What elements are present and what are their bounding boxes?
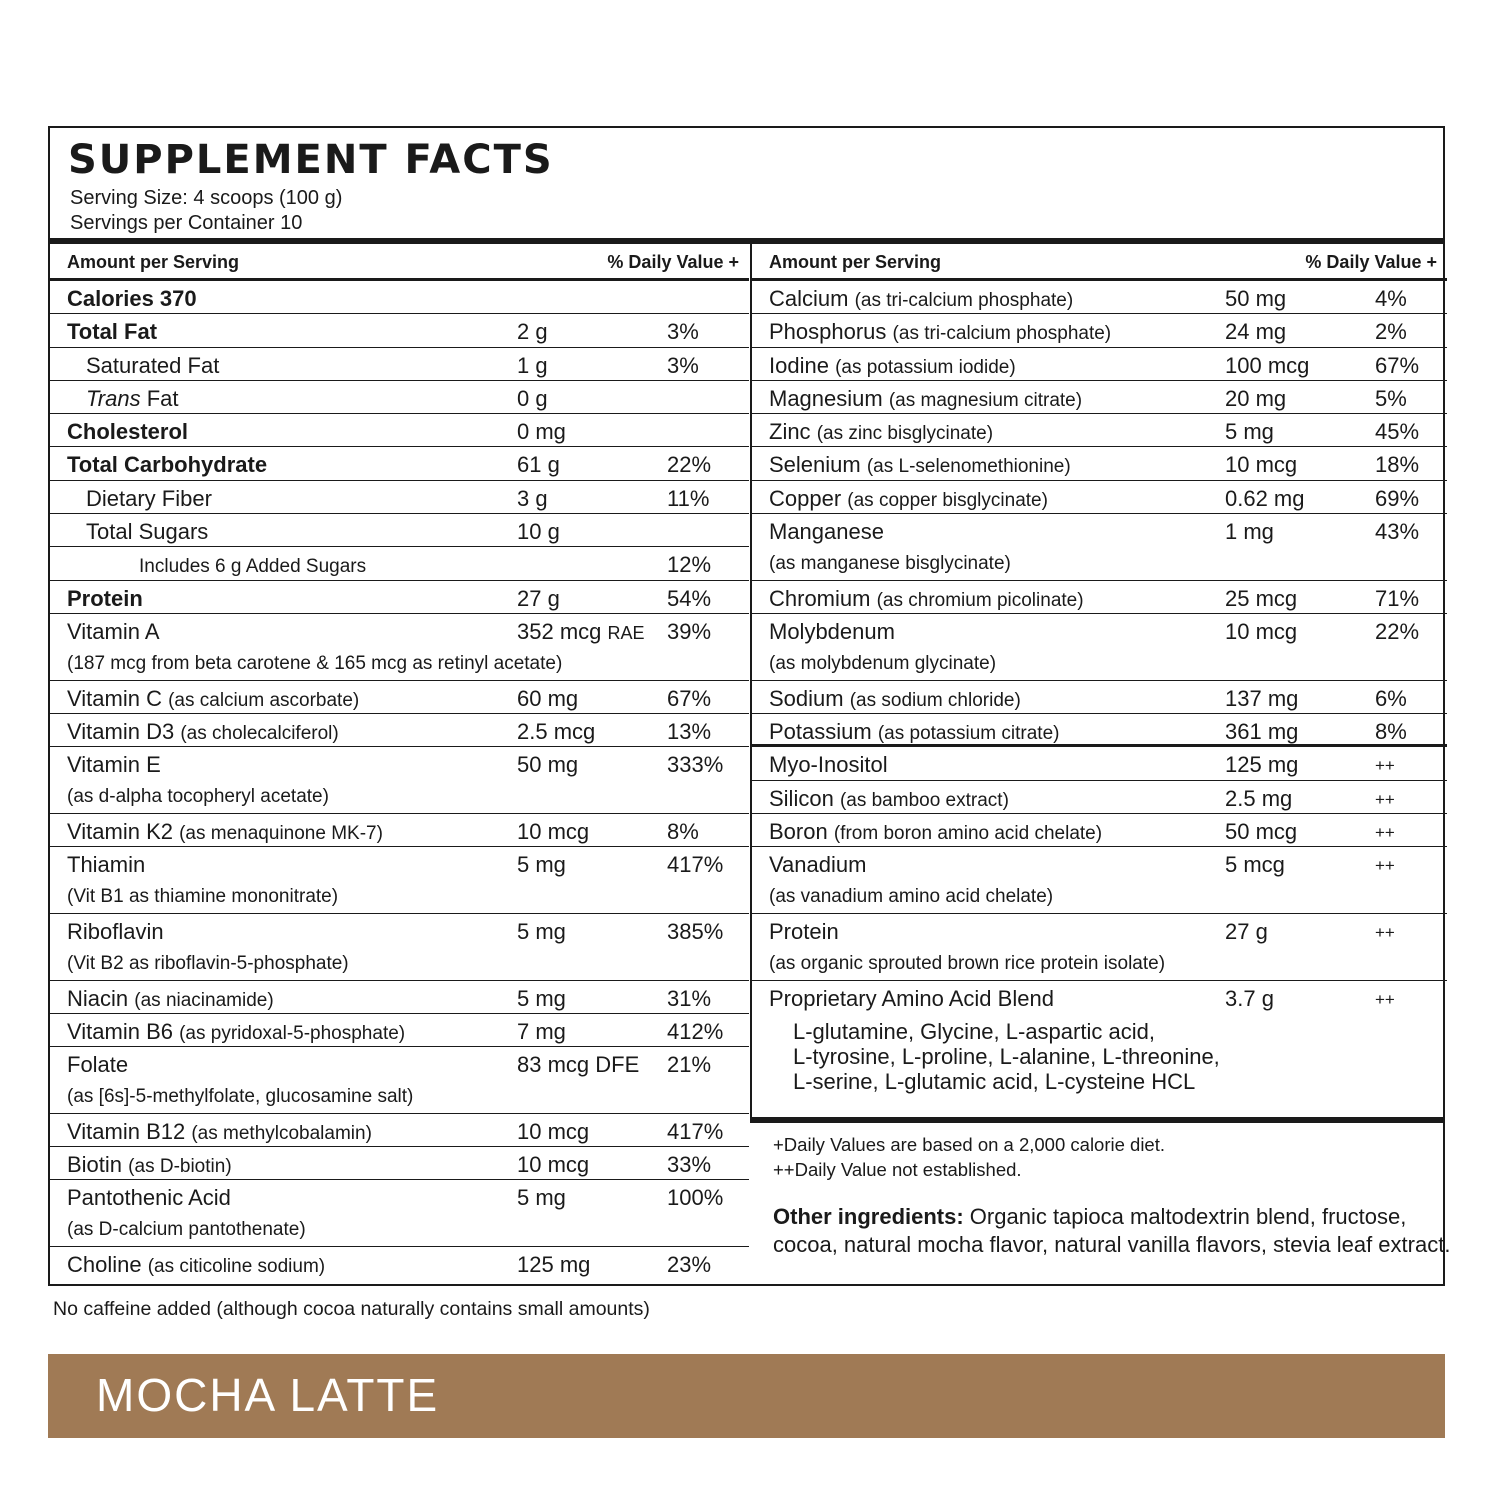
nutrient-source: (as magnesium citrate) [888, 389, 1083, 411]
nutrient-amount: 5 mg [517, 852, 566, 878]
nutrient-name [769, 486, 1048, 512]
nutrient-amount: 83 mcg DFE [517, 1052, 640, 1078]
nutrient-source: (as zinc bisglycinate) [816, 423, 994, 445]
nutrient-amount: 27 g [517, 585, 560, 611]
nutrient-daily-value: 417% [667, 852, 724, 878]
nutrient-source: (as cholecalciferol) [180, 722, 339, 744]
nutrient-name-text: Niacin [67, 985, 129, 1011]
nutrient-amount: 50 mg [1225, 286, 1287, 311]
nutrient-name-text: Selenium [769, 452, 861, 478]
nutrient-amount [517, 619, 645, 645]
nutrient-amount: 2.5 mcg [517, 718, 596, 744]
nutrient-source: (as [6s]-5-methylfolate, glucosamine salt) [67, 1086, 414, 1108]
nutrient-name [769, 719, 1059, 745]
nutrient-name: Total Carbohydrate [67, 452, 268, 478]
nutrient-amount: 5 mcg [1225, 852, 1285, 878]
nutrient-daily-value: 71% [1375, 585, 1420, 611]
flavor-name: MOCHA LATTE [96, 1369, 440, 1421]
nutrient-name: Cholesterol [67, 419, 189, 445]
nutrient-amount-unit: RAE [607, 622, 645, 643]
nutrient-source: (from boron amino acid chelate) [833, 822, 1103, 844]
daily-value-header: % Daily Value + [1305, 252, 1437, 272]
nutrient-source: (as menaquinone MK-7) [179, 822, 383, 844]
nutrient-daily-value: 13% [667, 718, 712, 744]
nutrient-amount: 0 g [517, 385, 548, 411]
nutrient-row [752, 847, 1447, 914]
panel-title: SUPPLEMENT FACTS [68, 137, 554, 183]
right-nutrient-rows [752, 281, 1447, 1109]
nutrient-source: (as citicoline sodium) [147, 1256, 326, 1278]
nutrient-row [50, 847, 749, 914]
nutrient-daily-value: 22% [1375, 619, 1420, 645]
nutrient-amount: 5 mg [517, 985, 566, 1011]
nutrient-daily-value: 100% [667, 1185, 724, 1211]
caffeine-note: No caffeine added (although cocoa naturally contains small amounts) [53, 1298, 650, 1320]
left-column-header [50, 244, 749, 281]
right-column-header [752, 244, 1447, 281]
nutrient-amount: 2 g [517, 319, 548, 345]
nutrient-row [50, 1180, 749, 1247]
nutrient-source: (as d-alpha tocopheryl acetate) [67, 786, 329, 808]
nutrient-name-text: Vitamin C [67, 685, 162, 711]
nutrient-name: Vanadium [769, 852, 867, 878]
nutrient-name: Myo-Inositol [769, 752, 888, 778]
nutrient-name [769, 386, 1082, 412]
nutrient-name-text: Vitamin B6 [67, 1018, 173, 1044]
nutrient-daily-value: 18% [1375, 452, 1420, 478]
serving-size: Serving Size: 4 scoops (100 g) [70, 187, 343, 209]
nutrient-name [769, 419, 993, 445]
nutrient-row [50, 1014, 749, 1047]
nutrient-daily-value: 8% [1375, 719, 1407, 745]
nutrient-name: Proprietary Amino Acid Blend [769, 985, 1054, 1011]
nutrient-name [769, 319, 1111, 345]
nutrient-amount: 60 mg [517, 685, 579, 711]
nutrient-source: (as chromium picolinate) [876, 589, 1084, 611]
nutrient-daily-value: 8% [667, 818, 699, 844]
nutrient-name: Vitamin E [67, 752, 161, 778]
nutrient-amount: 27 g [1225, 918, 1268, 944]
flavor-band [48, 1354, 1445, 1438]
nutrient-row [50, 981, 749, 1014]
nutrient-amount: 0 mg [517, 419, 566, 445]
nutrient-amount: 0.62 mg [1225, 485, 1305, 511]
nutrient-name [86, 386, 179, 412]
nutrient-name: Protein [67, 585, 143, 611]
nutrient-amount: 20 mg [1225, 385, 1287, 411]
nutrient-name [769, 586, 1084, 612]
nutrient-name: Protein [769, 918, 839, 944]
nutrient-row [50, 447, 749, 480]
nutrient-amount: 10 mcg [517, 1118, 590, 1144]
nutrient-name [67, 1019, 405, 1045]
nutrient-daily-value: 31% [667, 985, 712, 1011]
nutrient-amount: 100 mcg [1225, 352, 1310, 378]
nutrient-name: Vitamin A [67, 618, 160, 644]
footnote: +Daily Values are based on a 2,000 calorie diet. [773, 1134, 1166, 1155]
nutrient-name-text: Vitamin B12 [67, 1118, 186, 1144]
nutrient-amount: 3.7 g [1225, 985, 1274, 1011]
nutrient-source: (as methylcobalamin) [191, 1122, 372, 1144]
nutrient-amount: 61 g [517, 452, 560, 478]
nutrient-name [769, 286, 1073, 312]
nutrient-daily-value: 69% [1375, 485, 1420, 511]
nutrient-amount: 10 mcg [517, 1152, 590, 1178]
nutrient-name: Total Sugars [86, 519, 209, 545]
servings-per-container: Servings per Container 10 [70, 212, 303, 234]
nutrient-row [50, 381, 749, 414]
nutrient-amount: 137 mg [1225, 685, 1299, 711]
nutrient-name-text: Phosphorus [769, 319, 887, 345]
nutrient-row [50, 714, 749, 747]
amino-acid-line: L-serine, L-glutamic acid, L-cysteine HCL [793, 1068, 1196, 1094]
nutrient-daily-value: 54% [667, 585, 712, 611]
nutrient-name-text: Copper [769, 485, 842, 511]
nutrient-row [50, 1047, 749, 1114]
nutrient-row [50, 747, 749, 814]
nutrient-daily-value: 21% [667, 1052, 712, 1078]
nutrient-amount: 5 mg [1225, 419, 1274, 445]
daily-value-footnotes [773, 1132, 1165, 1182]
supplement-facts-panel [48, 126, 1445, 1286]
nutrient-source: (Vit B2 as riboflavin-5-phosphate) [67, 952, 349, 974]
amino-acid-list [793, 1019, 1220, 1094]
nutrient-row [50, 914, 749, 981]
nutrient-amount: 10 g [517, 519, 560, 545]
nutrient-row [50, 814, 749, 847]
nutrient-name [769, 686, 1021, 712]
nutrient-source: (as vanadium amino acid chelate) [769, 886, 1054, 908]
nutrient-name: Riboflavin [67, 918, 164, 944]
nutrient-amount: 50 mcg [1225, 818, 1298, 844]
nutrient-amount: 5 mg [517, 918, 566, 944]
nutrient-name: Molybdenum [769, 619, 895, 645]
nutrient-daily-value: 11% [667, 485, 710, 511]
nutrient-daily-value: 5% [1375, 385, 1407, 411]
nutrient-daily-value: 3% [667, 319, 699, 345]
nutrient-daily-value: 67% [667, 685, 712, 711]
nutrient-amount: 3 g [517, 485, 548, 511]
nutrient-name-text: Calcium [769, 286, 849, 311]
nutrient-row [50, 614, 749, 681]
nutrient-name-text: Vitamin D3 [67, 718, 175, 744]
nutrient-daily-value: 6% [1375, 685, 1407, 711]
nutrient-row [50, 681, 749, 714]
daily-value-header: % Daily Value + [607, 252, 739, 272]
nutrient-name-rest: Fat [140, 385, 179, 411]
nutrient-name [769, 786, 1009, 812]
nutrient-name: Includes 6 g Added Sugars [139, 556, 367, 578]
nutrient-source: (as potassium citrate) [877, 723, 1060, 745]
nutrient-daily-value: 385% [667, 918, 724, 944]
nutrient-row [752, 314, 1447, 347]
nutrient-name-text: Magnesium [769, 385, 883, 411]
nutrient-row [752, 914, 1447, 981]
nutrient-name [769, 819, 1102, 845]
nutrient-amount: 24 mg [1225, 319, 1287, 345]
nutrient-daily-value: 33% [667, 1152, 712, 1178]
nutrient-name [67, 686, 359, 712]
nutrient-amount: 10 mcg [517, 818, 590, 844]
nutrient-row [50, 1147, 749, 1180]
left-column [50, 244, 749, 1286]
right-column [750, 244, 1447, 1119]
nutrient-source: (as potassium iodide) [835, 356, 1016, 378]
nutrient-name-text: Choline [67, 1252, 142, 1278]
nutrient-name [67, 1152, 232, 1178]
nutrient-amount: 1 g [517, 352, 548, 378]
nutrient-row [50, 1247, 749, 1280]
nutrient-amount-value: 352 mcg [517, 618, 602, 644]
nutrient-name [769, 452, 1071, 478]
nutrient-name-italic: Trans [86, 385, 141, 411]
nutrient-amount: 125 mg [1225, 752, 1299, 778]
nutrient-name: Folate [67, 1052, 129, 1078]
nutrient-daily-value: ++ [1375, 822, 1395, 842]
nutrient-name: Total Fat [67, 319, 158, 345]
nutrient-source: (as D-biotin) [128, 1156, 232, 1178]
nutrient-row [752, 281, 1447, 314]
nutrient-daily-value: ++ [1375, 756, 1395, 776]
nutrient-name: Calories 370 [67, 286, 197, 311]
nutrient-daily-value: 67% [1375, 352, 1420, 378]
nutrient-name [769, 353, 1016, 379]
nutrient-row [752, 581, 1447, 614]
left-nutrient-rows [50, 281, 749, 1280]
nutrient-row [50, 348, 749, 381]
nutrient-name-text: Boron [769, 818, 828, 844]
nutrient-name-text: Chromium [769, 585, 871, 611]
nutrient-daily-value: 2% [1375, 319, 1407, 345]
nutrient-amount: 361 mg [1225, 719, 1299, 745]
nutrient-source: (as tri-calcium phosphate) [854, 290, 1074, 311]
nutrient-row [50, 581, 749, 614]
nutrient-daily-value: 45% [1375, 419, 1420, 445]
nutrient-row [752, 614, 1447, 681]
nutrient-amount: 25 mcg [1225, 585, 1298, 611]
other-ingredients-label: Other ingredients: [773, 1204, 964, 1229]
nutrient-source: (as pyridoxal-5-phosphate) [179, 1022, 406, 1044]
nutrient-row [752, 447, 1447, 480]
nutrient-source: (as L-selenomethionine) [866, 456, 1071, 478]
nutrient-daily-value: 4% [1375, 286, 1407, 311]
other-ingredients-text: Organic tapioca maltodextrin blend, fructose, cocoa, natural mocha flavor, natural vanilla flavors, stevia leaf extract. [773, 1204, 1451, 1257]
nutrient-name [67, 1252, 325, 1278]
nutrient-daily-value: 43% [1375, 519, 1420, 545]
nutrient-row [752, 381, 1447, 414]
nutrient-name-text: Zinc [769, 419, 811, 445]
nutrient-daily-value: 12% [667, 552, 712, 578]
nutrient-daily-value: 3% [667, 352, 699, 378]
nutrient-row [50, 547, 749, 580]
nutrient-name [67, 986, 274, 1012]
nutrient-daily-value: 39% [667, 618, 712, 644]
other-ingredients [773, 1203, 1453, 1258]
nutrient-row [752, 747, 1447, 780]
nutrient-name: Saturated Fat [86, 352, 220, 378]
nutrient-row [752, 481, 1447, 514]
nutrient-name [67, 719, 339, 745]
nutrient-name: Manganese [769, 519, 884, 545]
nutrient-row [752, 414, 1447, 447]
nutrient-name: Dietary Fiber [86, 485, 212, 511]
nutrient-amount: 5 mg [517, 1185, 566, 1211]
nutrient-name-text: Silicon [769, 785, 834, 811]
footnote-rule [750, 1117, 1443, 1123]
nutrient-source: (as organic sprouted brown rice protein isolate) [769, 952, 1166, 974]
nutrient-daily-value: 412% [667, 1018, 724, 1044]
nutrient-amount: 10 mcg [1225, 619, 1298, 645]
nutrient-name: Pantothenic Acid [67, 1185, 231, 1211]
nutrient-amount: 125 mg [517, 1252, 591, 1278]
nutrient-name-text: Iodine [769, 352, 829, 378]
nutrient-row [50, 414, 749, 447]
nutrient-amount: 2.5 mg [1225, 785, 1293, 811]
nutrient-row [50, 1114, 749, 1147]
nutrient-amount: 1 mg [1225, 519, 1274, 545]
nutrient-daily-value: ++ [1375, 789, 1395, 809]
nutrient-row [752, 814, 1447, 847]
nutrient-row [752, 681, 1447, 714]
nutrient-source: (as D-calcium pantothenate) [67, 1219, 306, 1241]
nutrient-amount: 10 mcg [1225, 452, 1298, 478]
nutrient-amount: 50 mg [517, 752, 579, 778]
nutrient-row [752, 348, 1447, 381]
nutrient-name-text: Sodium [769, 685, 844, 711]
nutrient-daily-value: 23% [667, 1252, 712, 1278]
amino-acid-line: L-glutamine, Glycine, L-aspartic acid, [793, 1018, 1155, 1044]
nutrient-row [50, 481, 749, 514]
nutrient-daily-value: ++ [1375, 856, 1395, 876]
nutrient-name-text: Potassium [769, 719, 872, 745]
nutrient-source: (as bamboo extract) [839, 789, 1009, 811]
nutrient-name-text: Vitamin K2 [67, 818, 173, 844]
nutrient-daily-value: ++ [1375, 922, 1395, 942]
nutrient-row [50, 314, 749, 347]
nutrient-source: (as copper bisglycinate) [847, 489, 1048, 511]
nutrient-source: (as molybdenum glycinate) [769, 653, 997, 675]
nutrient-row [50, 281, 749, 314]
nutrient-source: (Vit B1 as thiamine mononitrate) [67, 886, 339, 908]
nutrient-source: (as tri-calcium phosphate) [892, 323, 1112, 345]
nutrient-name [67, 819, 383, 845]
nutrient-source: (as manganese bisglycinate) [769, 553, 1011, 575]
nutrient-daily-value: 22% [667, 452, 712, 478]
amount-per-serving-header: Amount per Serving [67, 252, 240, 272]
footnote: ++Daily Value not established. [773, 1159, 1022, 1180]
amino-acid-line: L-tyrosine, L-proline, L-alanine, L-threonine, [793, 1043, 1220, 1069]
nutrient-amount: 7 mg [517, 1018, 566, 1044]
nutrient-source: (187 mcg from beta carotene & 165 mcg as retinyl acetate) [67, 652, 563, 674]
nutrient-name-text: Biotin [67, 1152, 123, 1178]
nutrient-daily-value: ++ [1375, 989, 1395, 1009]
nutrient-row [752, 981, 1447, 1109]
nutrient-daily-value: 333% [667, 752, 724, 778]
nutrient-row [752, 514, 1447, 581]
nutrient-row [752, 714, 1447, 747]
nutrient-name: Thiamin [67, 852, 146, 878]
nutrient-source: (as sodium chloride) [849, 689, 1021, 711]
nutrient-row [752, 781, 1447, 814]
nutrient-name [67, 1119, 372, 1145]
nutrient-source: (as niacinamide) [134, 989, 274, 1011]
nutrient-source: (as calcium ascorbate) [168, 689, 360, 711]
amount-per-serving-header: Amount per Serving [769, 252, 942, 272]
nutrient-daily-value: 417% [667, 1118, 724, 1144]
nutrient-row [50, 514, 749, 547]
